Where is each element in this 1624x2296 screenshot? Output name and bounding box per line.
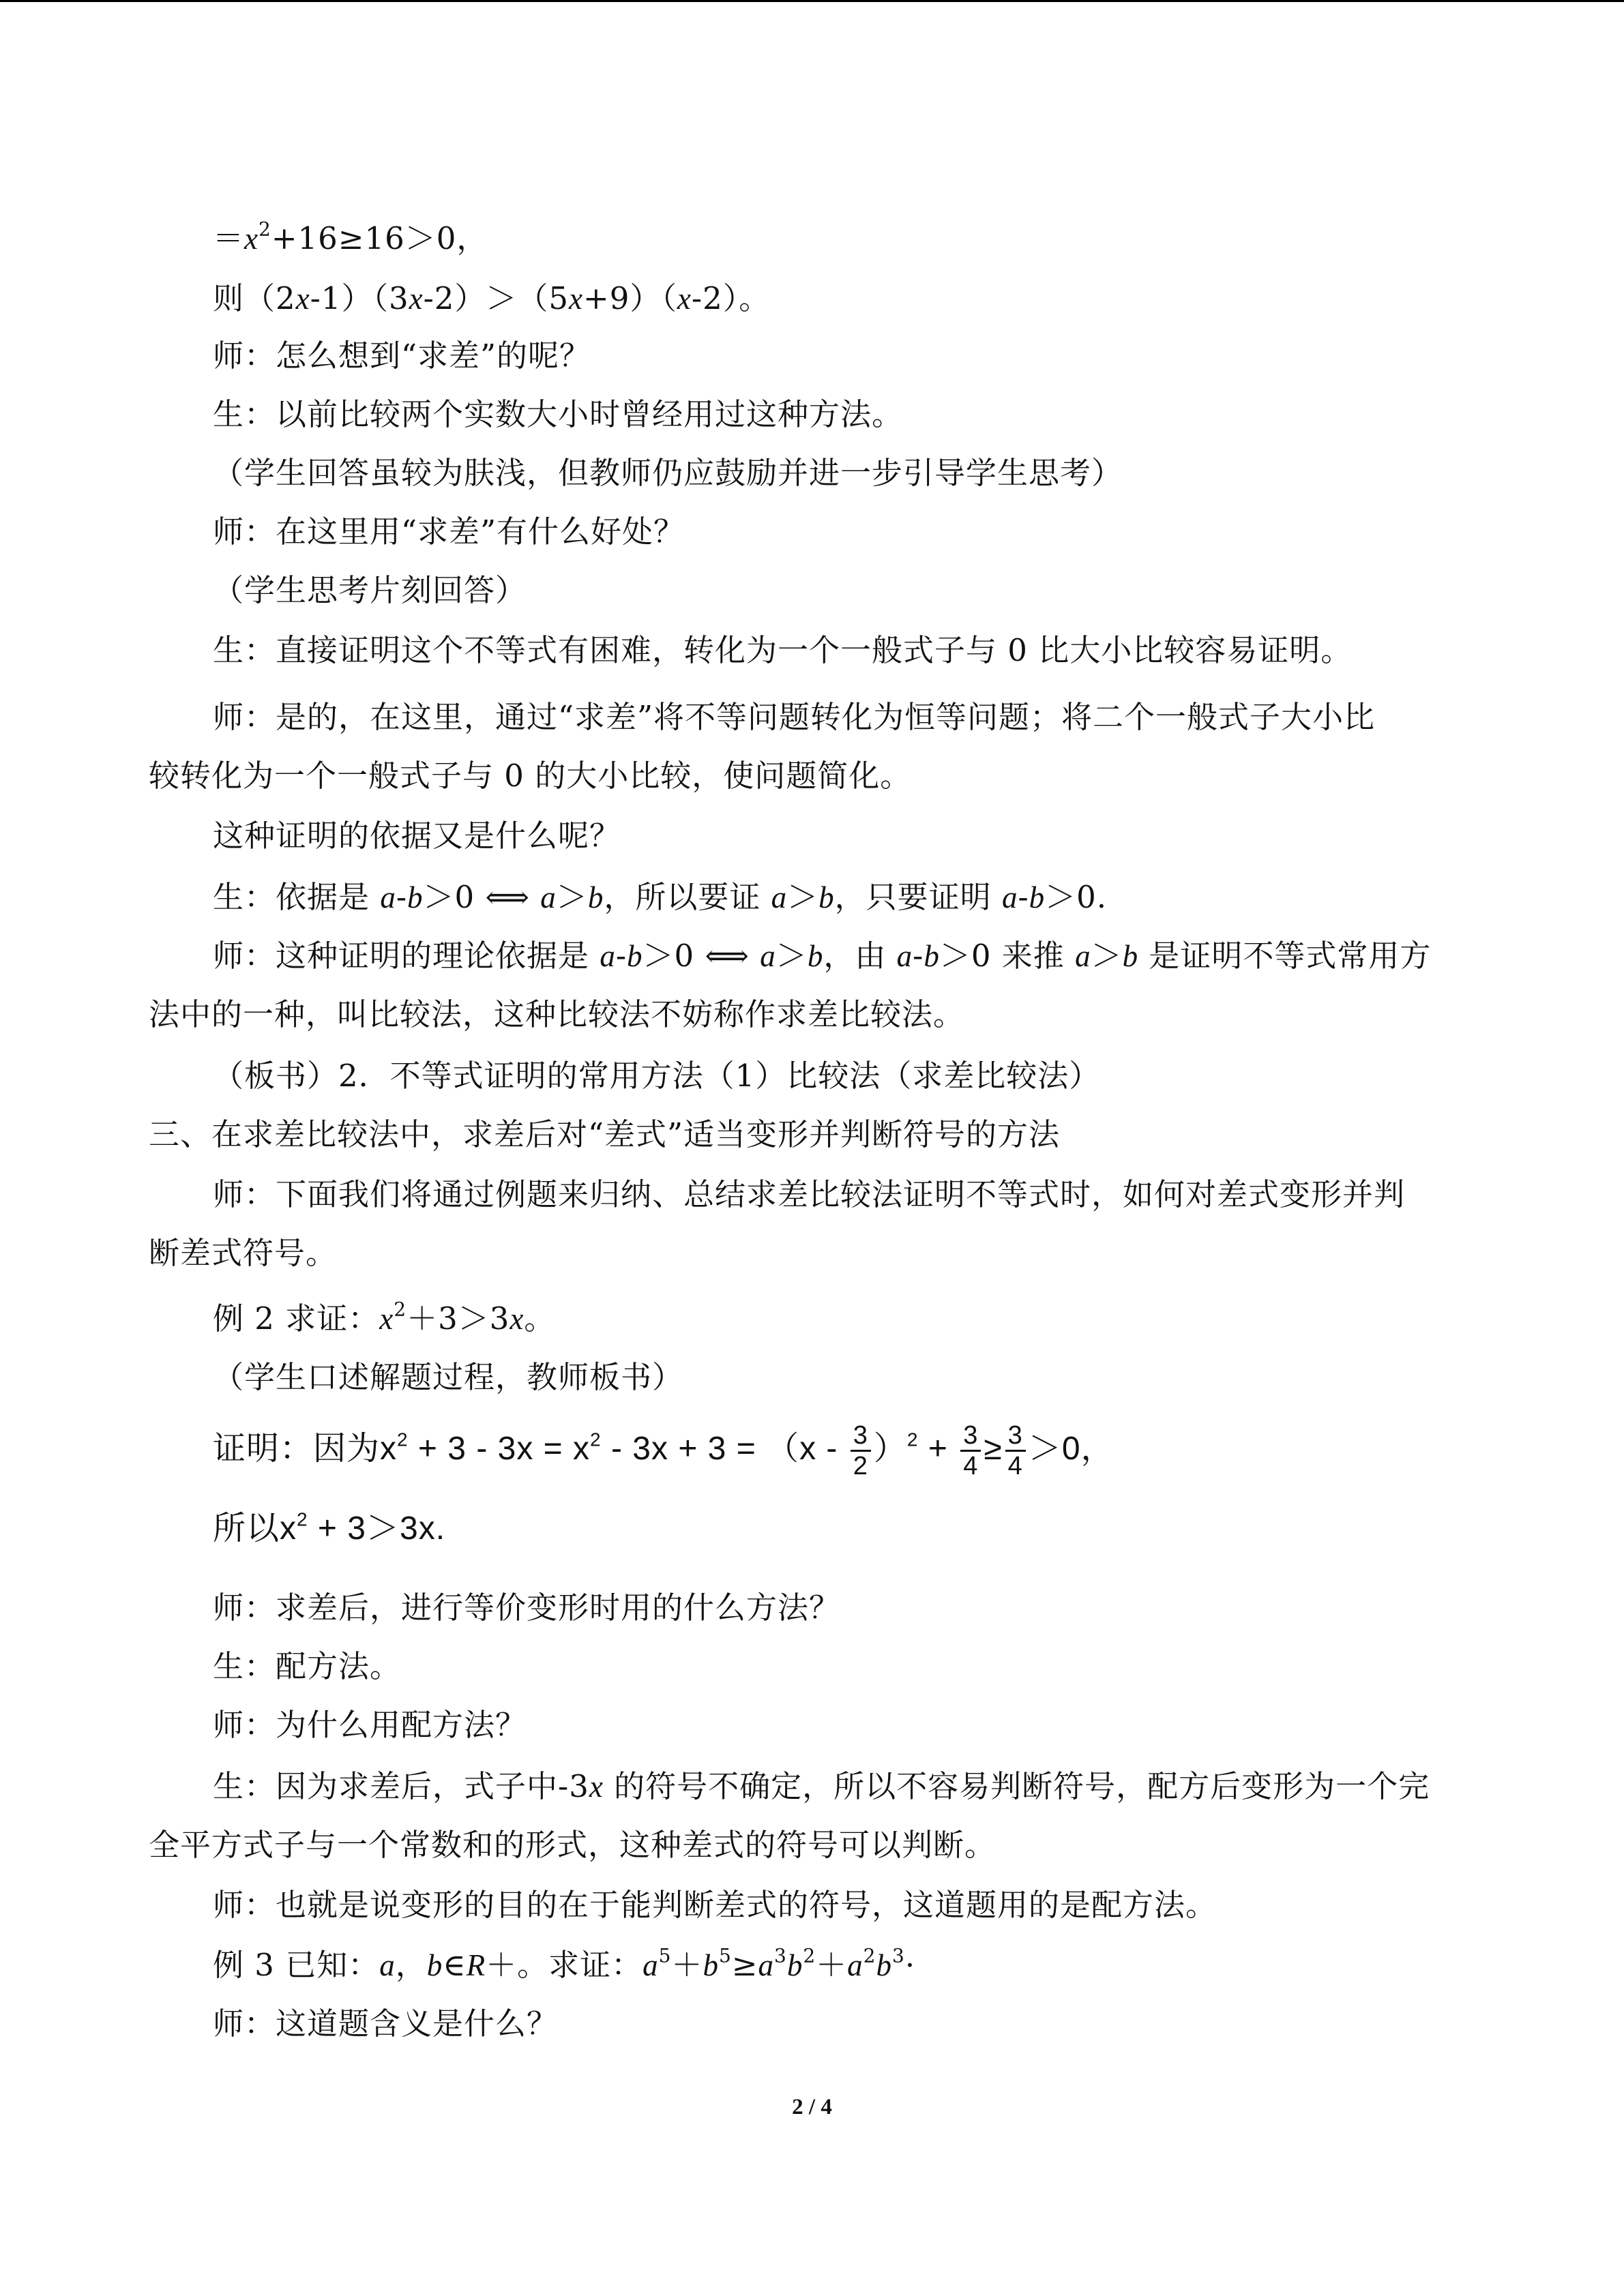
text-line-3: 师：怎么想到“求差”的呢？ [213, 338, 591, 374]
text-line-20: （学生口述解题过程，教师板书） [213, 1359, 684, 1395]
text-line-6: 师：在这里用“求差”有什么好处？ [213, 513, 685, 550]
page-number: 2 / 4 [792, 2095, 832, 2119]
text-line-16: 三、在求差比较法中，求差后对“差式”适当变形并判断符号的方法 [149, 1116, 1061, 1152]
text-line-13: 师：这种证明的理论依据是 a-b＞0 ⟺ a＞b，由 a-b＞0 来推 a＞b 是证明不等式常用方 [213, 938, 1432, 974]
text-line-1: $=x^2+16\ge 16>0$， [213, 218, 488, 256]
text-line-24: 生：配方法。 [213, 1648, 402, 1684]
text-line-25: 师：为什么用配方法？ [213, 1707, 527, 1743]
text-line-4: 生：以前比较两个实数大小时曾经用过这种方法。 [213, 396, 904, 432]
text-line-2: 则（2x-1）（3x-2）＞（5x+9）（x-2）。 [213, 280, 771, 316]
text-line-15: （板书）2．不等式证明的常用方法（1）比较法（求差比较法） [213, 1058, 1101, 1094]
text-line-19: 例 2 求证：$x^2+3>3x$。 [213, 1298, 556, 1337]
text-line-28: 师：也就是说变形的目的在于能判断差式的符号，这道题用的是配方法。 [213, 1887, 1217, 1923]
text-line-17: 师：下面我们将通过例题来归纳、总结求差比较法证明不等式时，如何对差式变形并判 [213, 1176, 1406, 1212]
text-line-23: 师：求差后，进行等价变形时用的什么方法？ [213, 1590, 841, 1626]
text-line-9: 师：是的，在这里，通过“求差”将不等问题转化为恒等问题；将二个一般式子大小比 [213, 699, 1376, 735]
text-line-18: 断差式符号。 [149, 1235, 338, 1271]
text-line-12: 生：依据是 a-b＞0 ⟺ a＞b，所以要证 a＞b，只要证明 a-b＞0. [213, 879, 1108, 915]
proof-line-2: 所以$x^2 + 3>3x$. [213, 1508, 446, 1547]
text-line-11: 这种证明的依据又是什么呢？ [213, 818, 621, 854]
text-line-14: 法中的一种，叫比较法，这种比较法不妨称作求差比较法。 [149, 996, 965, 1032]
text-line-30: 师：这道题含义是什么？ [213, 2006, 559, 2042]
text-line-10: 较转化为一个一般式子与 0 的大小比较，使问题简化。 [149, 758, 912, 794]
text-line-8: 生：直接证明这个不等式有困难，转化为一个一般式子与 0 比大小比较容易证明。 [213, 632, 1353, 668]
text-line-29: 例 3 已知：a，b∈R＋。求证：$a^5+b^5\ge a^3b^2+a^2b^3\cdot$ [213, 1944, 916, 1983]
text-line-5: （学生回答虽较为肤浅，但教师仍应鼓励并进一步引导学生思考） [213, 455, 1123, 491]
text-line-27: 全平方式子与一个常数和的形式，这种差式的符号可以判断。 [149, 1827, 996, 1863]
text-line-26: 生：因为求差后，式子中-3x 的符号不确定，所以不容易判断符号，配方后变形为一个完 [213, 1768, 1430, 1804]
proof-line-1: 证明：因为$x^2 + 3 - 3x = x^2 - 3x + 3 = (x$ - $\frac{3}{2}$ ）$^2$ + $\frac{3}{4}$ ≥ $\frac{3}{4}$ ＞0， [213, 1420, 1114, 1480]
text-line-7: （学生思考片刻回答） [213, 572, 527, 608]
